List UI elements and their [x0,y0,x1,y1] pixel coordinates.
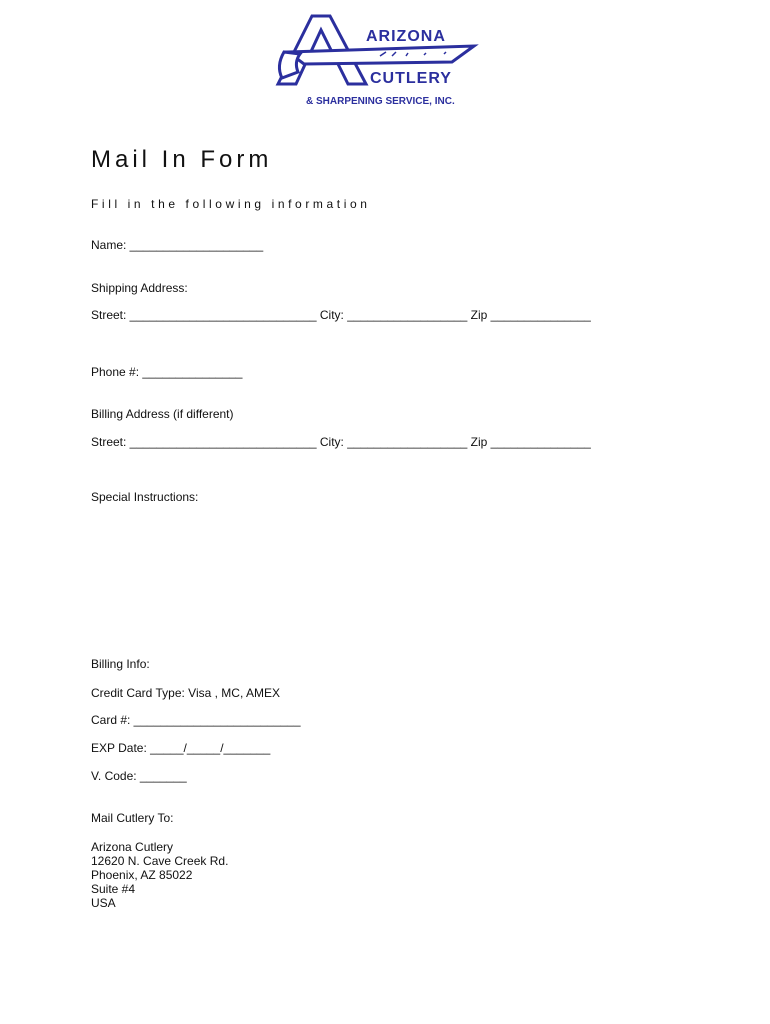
mail-to-heading: Mail Cutlery To: [91,811,174,825]
logo-subtitle: & SHARPENING SERVICE, INC. [306,96,455,107]
billing-street-line: Street: ____________________________ City: __________________ Zip _______________ [91,435,591,449]
shipping-address-heading: Shipping Address: [91,281,188,295]
address-line-5: USA [91,896,116,910]
name-field-line: Name: ____________________ [91,238,264,252]
logo-name-top: ARIZONA [366,28,446,45]
address-line-4: Suite #4 [91,882,136,896]
address-line-2: 12620 N. Cave Creek Rd. [91,854,229,868]
page-title: Mail In Form [91,146,273,173]
exp-date-line: EXP Date: _____/_____/_______ [91,741,271,755]
logo-handle-shape [279,52,300,78]
shipping-street-line: Street: ____________________________ City: __________________ Zip _______________ [91,308,591,322]
special-instructions-heading: Special Instructions: [91,490,199,504]
card-number-line: Card #: _________________________ [91,713,301,727]
billing-info-heading: Billing Info: [91,657,150,671]
billing-address-heading: Billing Address (if different) [91,407,234,421]
logo-name-bottom: CUTLERY [370,70,452,87]
address-line-3: Phoenix, AZ 85022 [91,868,193,882]
page-subtitle: Fill in the following information [91,197,371,211]
verification-code-line: V. Code: _______ [91,769,187,783]
phone-field-line: Phone #: _______________ [91,365,243,379]
company-logo [274,12,484,112]
mailing-address [91,840,228,910]
address-line-1: Arizona Cutlery [91,840,174,854]
card-type-line: Credit Card Type: Visa , MC, AMEX [91,686,280,700]
